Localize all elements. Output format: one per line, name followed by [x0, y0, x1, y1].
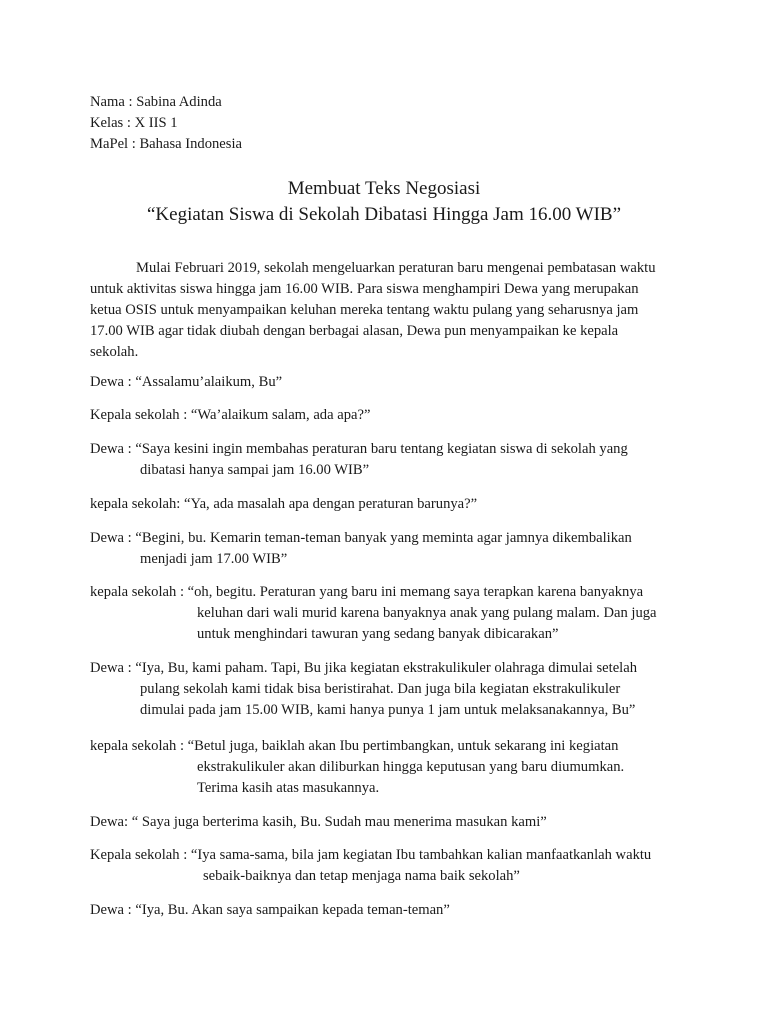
dialogue-turn: [90, 900, 690, 921]
dialogue-line: untuk menghindari tawuran yang sedang banyak dibicarakan”: [197, 626, 559, 642]
dialogue-turn: [90, 372, 690, 393]
dialogue-line: Dewa : “Iya, Bu, kami paham. Tapi, Bu jika kegiatan ekstrakulikuler olahraga dimulai setelah: [90, 660, 638, 676]
student-class: Kelas : X IIS 1: [90, 115, 178, 131]
dialogue-line: kepala sekolah : “oh, begitu. Peraturan yang baru ini memang saya terapkan karena banyaknya: [90, 584, 644, 600]
dialogue-line: keluhan dari wali murid karena banyaknya anak yang pulang malam. Dan juga: [197, 605, 657, 621]
dialogue-line: Kepala sekolah : “Iya sama-sama, bila jam kegiatan Ibu tambahkan kalian manfaatkanlah waktu: [90, 847, 652, 863]
document-titles: [0, 176, 768, 228]
student-subject: MaPel : Bahasa Indonesia: [90, 136, 242, 152]
dialogue-turn: [90, 494, 690, 515]
dialogue-line: dibatasi hanya sampai jam 16.00 WIB”: [140, 462, 370, 478]
intro-line: sekolah.: [90, 344, 139, 360]
dialogue-turn: [90, 528, 690, 570]
dialogue-line: Dewa: “ Saya juga berterima kasih, Bu. Sudah mau menerima masukan kami”: [90, 814, 547, 830]
intro-line: untuk aktivitas siswa hingga jam 16.00 WIB. Para siswa menghampiri Dewa yang merupakan: [90, 281, 639, 297]
dialogue-turn: [90, 845, 690, 887]
dialogue-line: Dewa : “Begini, bu. Kemarin teman-teman banyak yang meminta agar jamnya dikembalikan: [90, 530, 632, 546]
dialogue-turn: [90, 812, 690, 833]
dialogue-line: Dewa : “Saya kesini ingin membahas peraturan baru tentang kegiatan siswa di sekolah yang: [90, 441, 628, 457]
document-subtitle: “Kegiatan Siswa di Sekolah Dibatasi Hingga Jam 16.00 WIB”: [146, 204, 622, 225]
dialogue-line: menjadi jam 17.00 WIB”: [140, 551, 288, 567]
document-title: Membuat Teks Negosiasi: [287, 178, 481, 199]
intro-paragraph: [90, 258, 678, 363]
dialogue-line: dimulai pada jam 15.00 WIB, kami hanya punya 1 jam untuk melaksanakannya, Bu”: [140, 702, 636, 718]
student-header: [90, 92, 242, 155]
dialogue-turn: [90, 582, 690, 645]
intro-line: 17.00 WIB agar tidak diubah dengan berbagai alasan, Dewa pun menyampaikan ke kepala: [90, 323, 619, 339]
dialogue-turn: [90, 658, 690, 721]
dialogue-line: Dewa : “Assalamu’alaikum, Bu”: [90, 374, 283, 390]
dialogue-line: sebaik-baiknya dan tetap menjaga nama baik sekolah”: [203, 868, 520, 884]
intro-line: ketua OSIS untuk menyampaikan keluhan mereka tentang waktu pulang yang seharusnya jam: [90, 302, 639, 318]
student-name: Nama : Sabina Adinda: [90, 94, 222, 110]
dialogue-line: kepala sekolah : “Betul juga, baiklah akan Ibu pertimbangkan, untuk sekarang ini kegiatan: [90, 738, 619, 754]
dialogue-line: Terima kasih atas masukannya.: [197, 780, 380, 796]
dialogue-line: Kepala sekolah : “Wa’alaikum salam, ada apa?”: [90, 407, 371, 423]
dialogue-line: ekstrakulikuler akan diliburkan hingga keputusan yang baru diumumkan.: [197, 759, 625, 775]
intro-line: Mulai Februari 2019, sekolah mengeluarkan peraturan baru mengenai pembatasan waktu: [136, 260, 656, 276]
dialogue-line: pulang sekolah kami tidak bisa beristirahat. Dan juga bila kegiatan ekstrakulikuler: [140, 681, 621, 697]
dialogue-turn: [90, 736, 690, 799]
dialogue-turn: [90, 439, 690, 481]
dialogue-turn: [90, 405, 690, 426]
dialogue-line: Dewa : “Iya, Bu. Akan saya sampaikan kepada teman-teman”: [90, 902, 450, 918]
dialogue-line: kepala sekolah: “Ya, ada masalah apa dengan peraturan barunya?”: [90, 496, 478, 512]
